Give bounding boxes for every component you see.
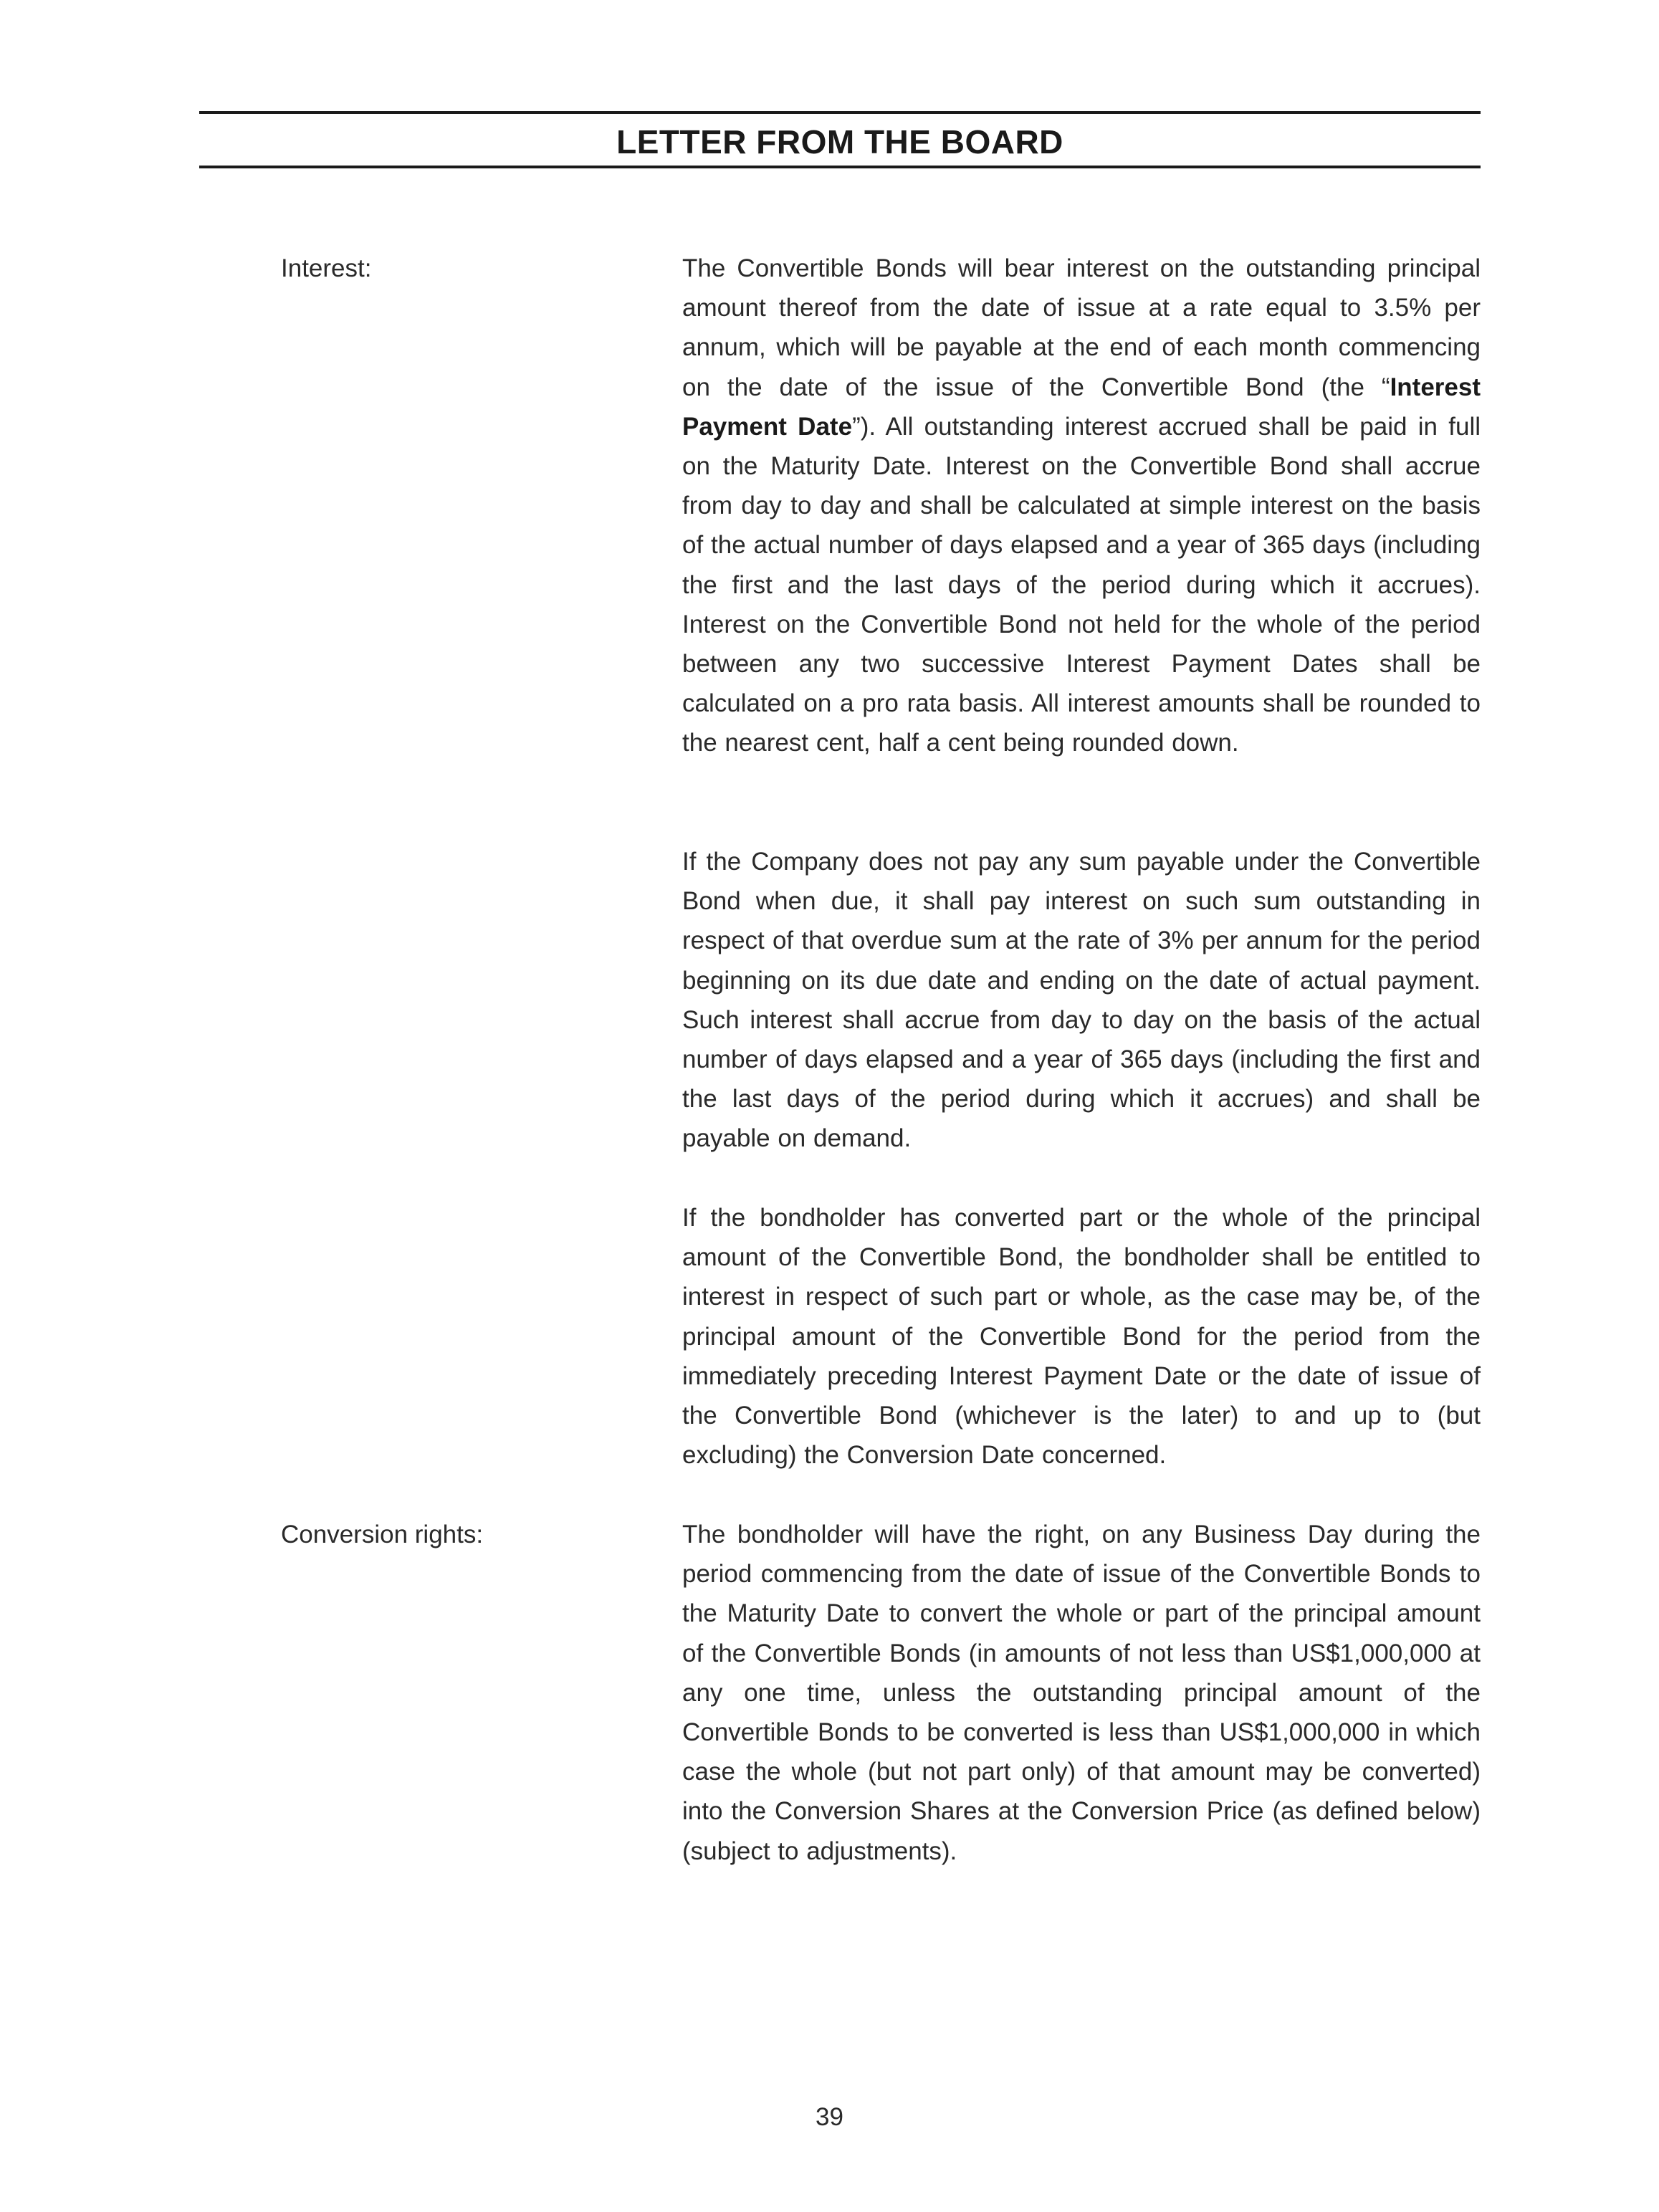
- section-body-conversion-rights: [682, 1515, 1481, 1871]
- section-body-interest-overdue: [682, 842, 1481, 1159]
- defined-term-interest-payment-date: Interest Payment Date: [682, 373, 1481, 441]
- page-number: 39: [816, 2103, 843, 2131]
- interest-paragraph-1-pre: The Convertible Bonds will bear interest on the outstanding principal amount thereof from the date of issue at a rate equal to 3.5% per annum, which will be payable at the end of each month commencing on the date of the issue of the Convertible Bond (the “: [682, 254, 1481, 401]
- interest-paragraph-3: If the bondholder has converted part or the whole of the principal amount of the Convertible Bond, the bondholder shall be entitled to interest in respect of such part or whole, as the case may be, of the principal amount of the Convertible Bond for the period from the immediately preceding Interest Payment Date or the date of issue of the Convertible Bond (whichever is the later) to and up to (but excluding) the Conversion Date concerned.: [682, 1204, 1481, 1470]
- section-label-interest: Interest:: [281, 254, 372, 282]
- interest-paragraph-2: If the Company does not pay any sum payable under the Convertible Bond when due, it shall pay interest on such sum outstanding in respect of that overdue sum at the rate of 3% per annum for the period beginning on its due date and ending on the date of actual payment. Such interest shall accrue from day to day on the basis of the actual number of days elapsed and a year of 365 days (including the first and the last days of the period during which it accrues) and shall be payable on demand.: [682, 848, 1481, 1153]
- section-body-interest: [682, 249, 1481, 763]
- interest-paragraph-1: [682, 249, 1481, 763]
- conversion-rights-paragraph-1: The bondholder will have the right, on any Business Day during the period commencing from the date of issue of the Convertible Bonds to the Maturity Date to convert the whole or part of the principal amount of the Convertible Bonds (in amounts of not less than US$1,000,000 at any one time, unless the outstanding principal amount of the Convertible Bonds to be converted is less than US$1,000,000 in which case the whole (but not part only) of that amount may be converted) into the Conversion Shares at the Conversion Price (as defined below) (subject to adjustments).: [682, 1521, 1481, 1865]
- interest-paragraph-1-post: ”). All outstanding interest accrued shall be paid in full on the Maturity Date. Interest on the Convertible Bond shall accrue from day to day and shall be calculated at simple interest on the basis of the actual number of days elapsed and a year of 365 days (including the first and the last days of the period during which it accrues). Interest on the Convertible Bond not held for the whole of the period between any two successive Interest Payment Dates shall be calculated on a pro rata basis. All interest amounts shall be rounded to the nearest cent, half a cent being rounded down.: [682, 412, 1481, 757]
- section-label-conversion-rights: Conversion rights:: [281, 1521, 484, 1548]
- page-title: LETTER FROM THE BOARD: [616, 123, 1063, 161]
- page-header: [199, 111, 1481, 168]
- section-body-interest-converted: [682, 1198, 1481, 1475]
